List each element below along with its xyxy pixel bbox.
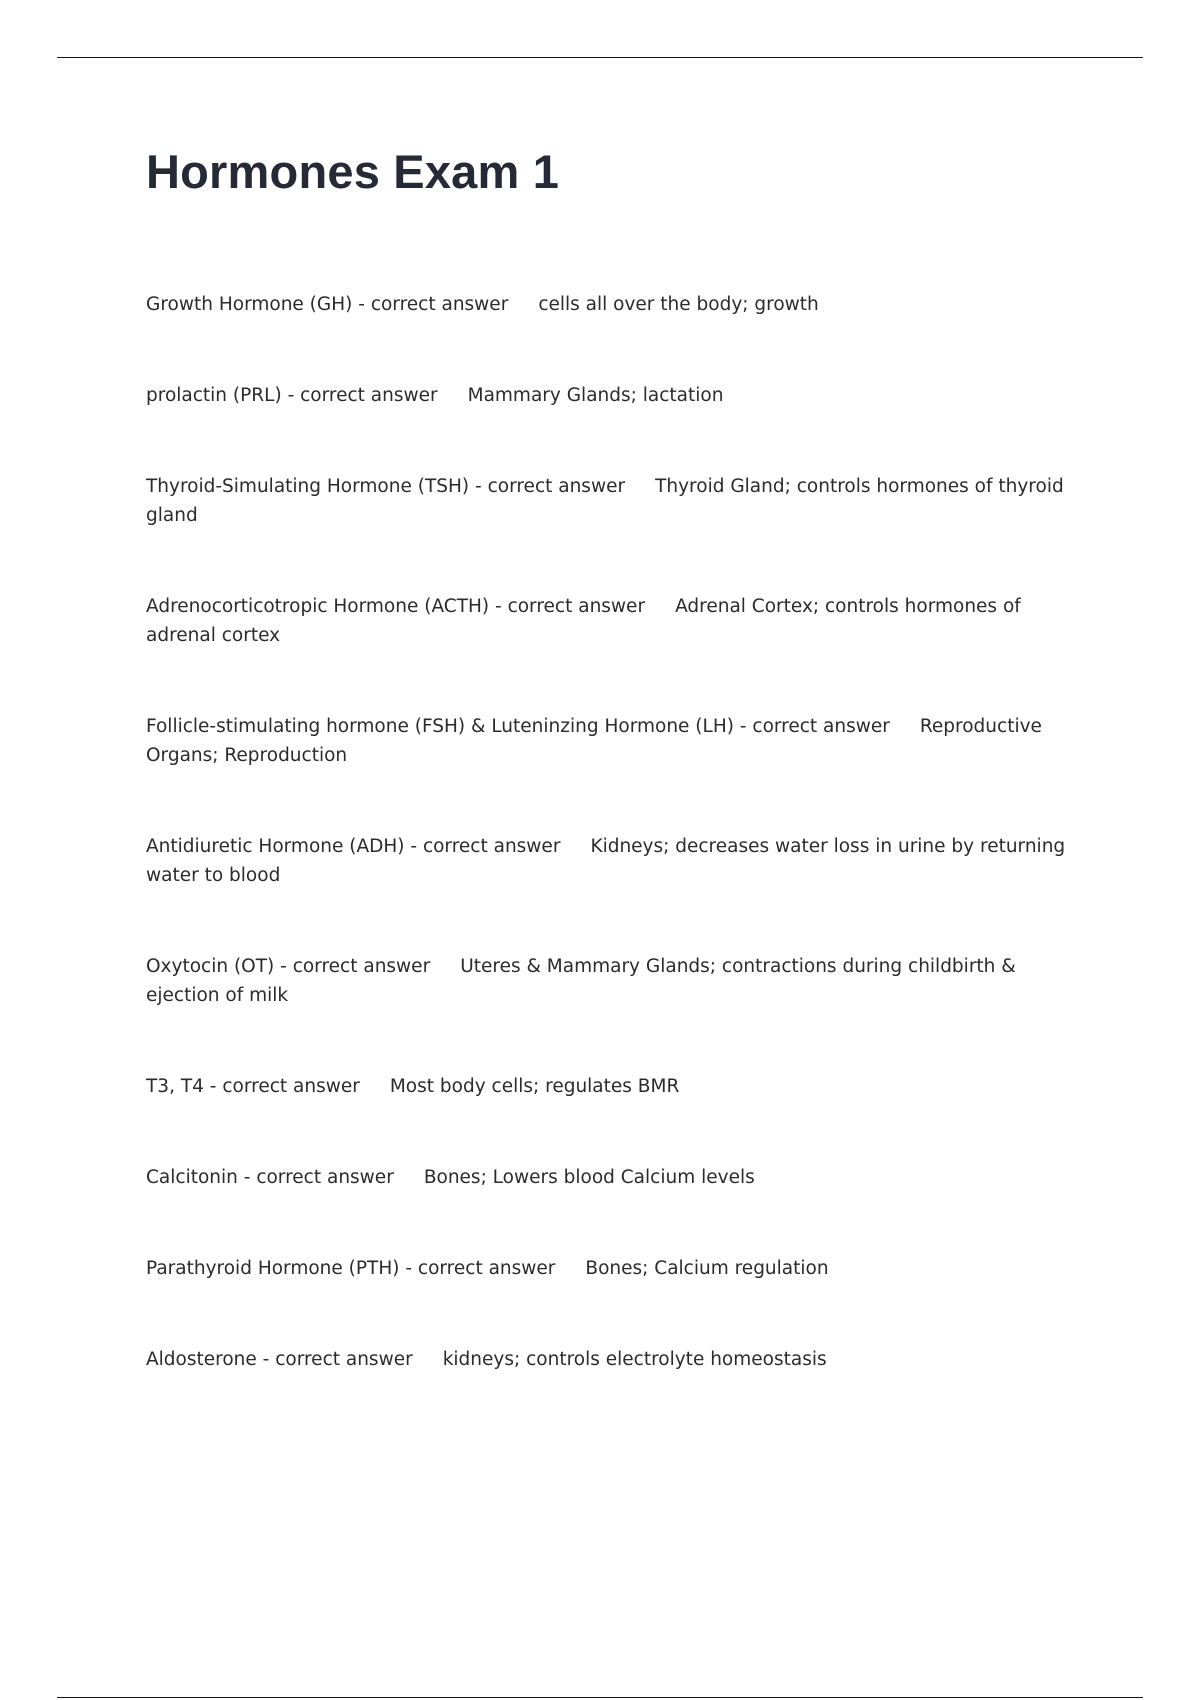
qa-answer-label: - correct answer	[405, 1258, 556, 1279]
qa-definition: cells all over the body; growth	[538, 294, 819, 315]
qa-definition: Thyroid Gland; controls hormones of thyroid gland	[146, 476, 1064, 526]
qa-list	[146, 290, 1086, 1436]
qa-term: Follicle-stimulating hormone (FSH) & Luteninzing Hormone (LH)	[146, 716, 734, 737]
qa-definition: Most body cells; regulates BMR	[389, 1076, 680, 1097]
qa-answer-label: - correct answer	[739, 716, 890, 737]
qa-item	[146, 290, 1086, 319]
qa-item	[146, 1345, 1086, 1374]
top-divider	[57, 57, 1143, 58]
qa-definition: Bones; Lowers blood Calcium levels	[423, 1167, 755, 1188]
qa-definition: kidneys; controls electrolyte homeostasis	[442, 1349, 827, 1370]
qa-item	[146, 1163, 1086, 1192]
qa-item	[146, 1254, 1086, 1283]
qa-item	[146, 381, 1086, 410]
qa-item	[146, 712, 1086, 770]
qa-definition: Adrenal Cortex; controls hormones of adrenal cortex	[146, 596, 1021, 646]
qa-answer-label: - correct answer	[243, 1167, 394, 1188]
qa-term: Parathyroid Hormone (PTH)	[146, 1258, 400, 1279]
qa-term: Calcitonin	[146, 1167, 238, 1188]
qa-item	[146, 832, 1086, 890]
qa-term: Thyroid-Simulating Hormone (TSH)	[146, 476, 470, 497]
qa-definition: Kidneys; decreases water loss in urine by returning water to blood	[146, 836, 1066, 886]
qa-item	[146, 592, 1086, 650]
page-title: Hormones Exam 1	[146, 145, 560, 198]
qa-answer-label: - correct answer	[475, 476, 626, 497]
qa-answer-label: - correct answer	[262, 1349, 413, 1370]
qa-definition: Reproductive Organs; Reproduction	[146, 716, 1042, 766]
qa-definition: Bones; Calcium regulation	[585, 1258, 829, 1279]
qa-term: Growth Hormone (GH)	[146, 294, 353, 315]
qa-term: Adrenocorticotropic Hormone (ACTH)	[146, 596, 490, 617]
qa-term: Aldosterone	[146, 1349, 257, 1370]
qa-item	[146, 472, 1086, 530]
qa-answer-label: - correct answer	[287, 385, 438, 406]
qa-answer-label: - correct answer	[410, 836, 561, 857]
qa-term: T3, T4	[146, 1076, 204, 1097]
qa-item	[146, 1072, 1086, 1101]
qa-answer-label: - correct answer	[358, 294, 509, 315]
qa-definition: Mammary Glands; lactation	[467, 385, 724, 406]
qa-answer-label: - correct answer	[209, 1076, 360, 1097]
qa-answer-label: - correct answer	[495, 596, 646, 617]
qa-answer-label: - correct answer	[280, 956, 431, 977]
qa-term: prolactin (PRL)	[146, 385, 282, 406]
bottom-divider	[57, 1697, 1143, 1698]
qa-term: Antidiuretic Hormone (ADH)	[146, 836, 405, 857]
qa-definition: Uteres & Mammary Glands; contractions during childbirth & ejection of milk	[146, 956, 1016, 1006]
qa-term: Oxytocin (OT)	[146, 956, 275, 977]
qa-item	[146, 952, 1086, 1010]
